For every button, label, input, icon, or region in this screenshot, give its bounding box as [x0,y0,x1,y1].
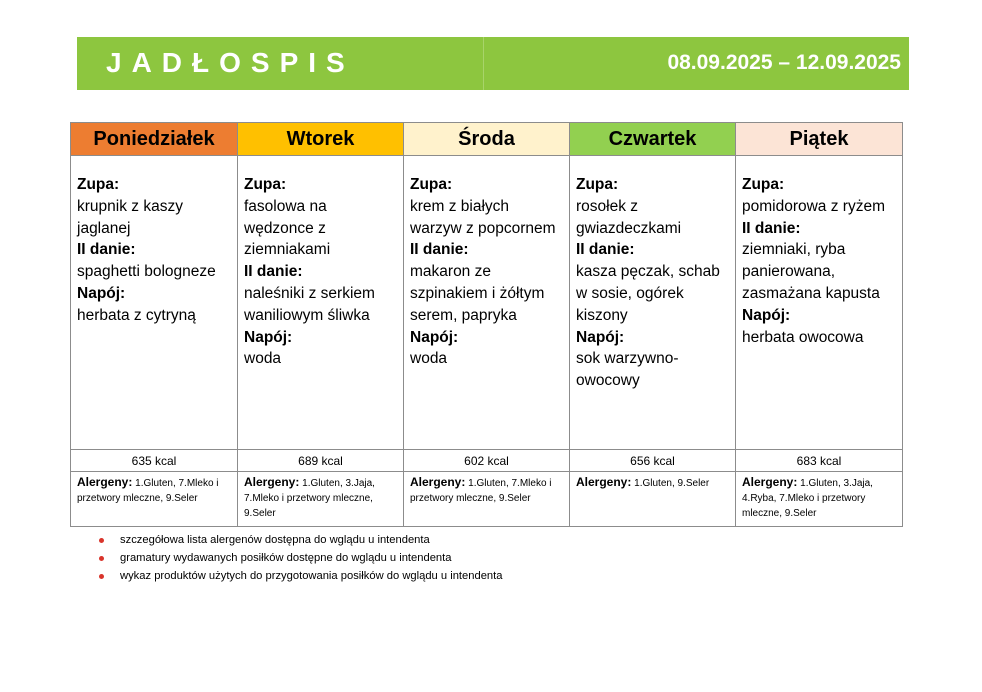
soup-label: Zupa: [410,176,453,193]
main-label: II danie: [77,241,136,259]
note-text: wykaz produktów użytych do przygotowania posiłków do wglądu u intendenta [120,570,503,582]
main-label: II danie: [576,241,635,259]
header-banner [77,37,909,90]
drink-label: Napój: [244,328,293,346]
soup-value: pomidorowa z ryżem [742,197,885,215]
allergens-value: 1.Gluten, 7.Mleko i przetwory mleczne, 9.Seler [77,478,219,504]
main-label: II danie: [244,263,303,281]
soup-label: Zupa: [742,176,785,193]
soup-value: fasolowa na wędzonce z ziemniakami [244,197,331,259]
allergens-label: Alergeny: [576,475,632,489]
note-text: gramatury wydawanych posiłków dostępne do wglądu u intendenta [120,552,452,564]
main-value: makaron ze szpinakiem i żółtym serem, papryka [410,263,545,324]
meal-cell-tuesday [238,156,404,450]
kcal-monday: 635 kcal [71,450,238,472]
day-header-row [71,123,903,156]
bullet-icon [99,574,104,579]
meal-cell-monday [71,156,238,450]
soup-label: Zupa: [77,176,120,193]
allergens-value: 1.Gluten, 9.Seler [634,478,710,489]
meal-cell-wednesday [404,156,570,450]
note-item [99,531,502,549]
meal-cell-thursday [570,156,736,450]
soup-value: krem z białych warzyw z popcornem [410,197,556,237]
allergens-friday [736,472,903,527]
main-label: II danie: [742,219,801,237]
menu-table [70,122,903,527]
drink-value: herbata z cytryną [77,306,196,324]
allergens-monday [71,472,238,527]
page-title: JADŁOSPIS [106,47,355,78]
allergens-label: Alergeny: [410,475,466,489]
date-range: 08.09.2025 – 12.09.2025 [667,51,901,74]
allergens-tuesday [238,472,404,527]
main-value: kasza pęczak, schab w sosie, ogórek kiszony [576,263,720,324]
allergens-value: 1.Gluten, 3.Jaja, 7.Mleko i przetwory mleczne, 9.Seler [244,478,375,519]
drink-label: Napój: [576,328,625,346]
allergens-row [71,472,903,527]
allergens-value: 1.Gluten, 3.Jaja, 4.Ryba, 7.Mleko i przetwory mleczne, 9.Seler [742,478,873,519]
day-header-tuesday: Wtorek [238,123,404,156]
notes-list [99,531,502,585]
main-value: ziemniaki, ryba panierowana, zasmażana kapusta [742,241,880,302]
drink-value: woda [410,350,448,368]
day-header-thursday: Czwartek [570,123,736,156]
banner-divider [483,37,484,90]
kcal-wednesday: 602 kcal [404,450,570,472]
day-header-friday: Piątek [736,123,903,156]
drink-value: sok warzywno-owocowy [576,350,679,390]
kcal-friday: 683 kcal [736,450,903,472]
drink-value: woda [244,350,282,368]
drink-label: Napój: [742,306,791,324]
drink-value: herbata owocowa [742,328,864,346]
kcal-row [71,450,903,472]
drink-label: Napój: [410,328,459,346]
kcal-tuesday: 689 kcal [238,450,404,472]
note-text: szczegółowa lista alergenów dostępna do wglądu u intendenta [120,534,430,546]
bullet-icon [99,538,104,543]
allergens-wednesday [404,472,570,527]
note-item [99,567,502,585]
soup-value: rosołek z gwiazdeczkami [576,197,682,237]
allergens-label: Alergeny: [742,475,798,489]
note-item [99,549,502,567]
day-header-wednesday: Środa [404,123,570,156]
allergens-thursday [570,472,736,527]
bullet-icon [99,556,104,561]
main-label: II danie: [410,241,469,259]
meals-row [71,156,903,450]
main-value: naleśniki z serkiem waniliowym śliwka [244,284,375,324]
soup-label: Zupa: [244,176,287,193]
allergens-label: Alergeny: [244,475,300,489]
soup-value: krupnik z kaszy jaglanej [77,197,183,237]
day-header-monday: Poniedziałek [71,123,238,156]
allergens-value: 1.Gluten, 7.Mleko i przetwory mleczne, 9.Seler [410,478,552,504]
soup-label: Zupa: [576,176,619,193]
drink-label: Napój: [77,284,126,302]
meal-cell-friday [736,156,903,450]
main-value: spaghetti bologneze [77,263,216,281]
allergens-label: Alergeny: [77,475,133,489]
kcal-thursday: 656 kcal [570,450,736,472]
